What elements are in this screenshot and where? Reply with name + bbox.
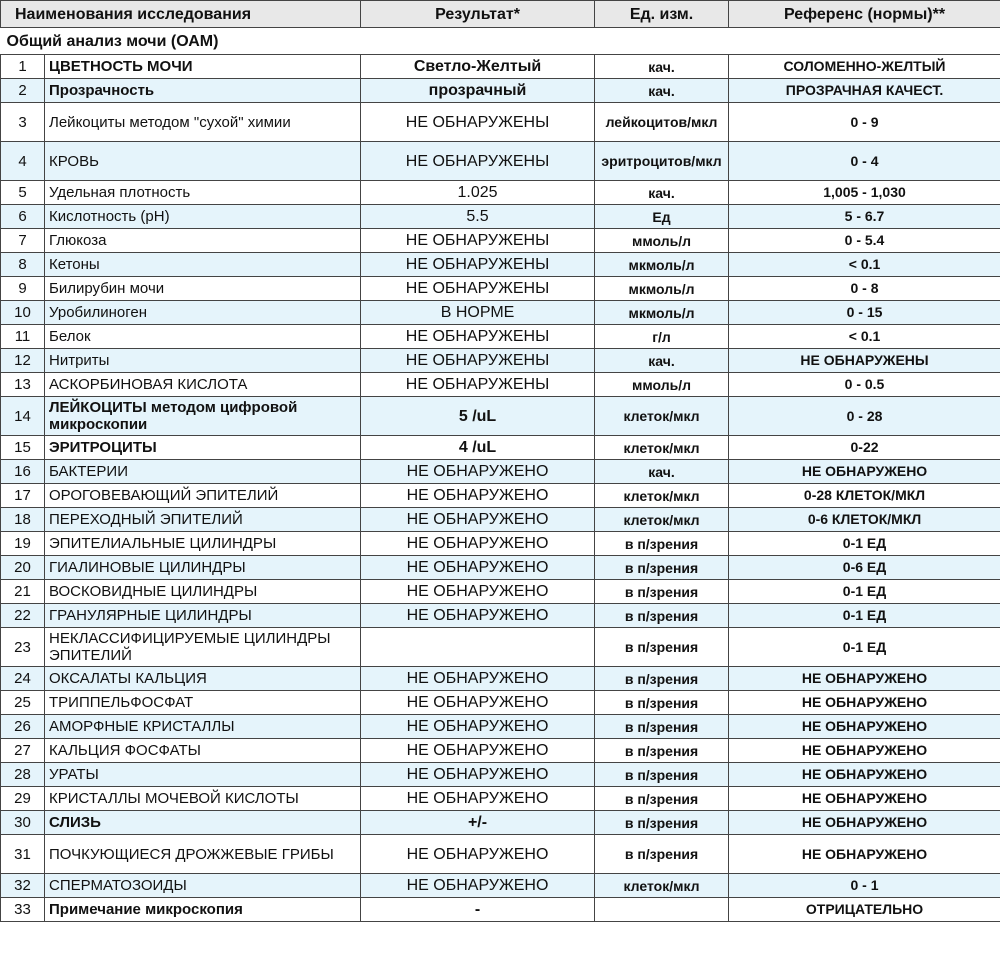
table-row	[1, 787, 1000, 811]
row-unit: в п/зрения	[595, 580, 729, 604]
row-name: ЛЕЙКОЦИТЫ методом цифровой микроскопии	[45, 397, 361, 436]
row-result: 5.5	[361, 205, 595, 229]
row-name: НЕКЛАССИФИЦИРУЕМЫЕ ЦИЛИНДРЫ ЭПИТЕЛИЙ	[45, 628, 361, 667]
table-row	[1, 349, 1000, 373]
row-name: Кетоны	[45, 253, 361, 277]
row-result: Светло-Желтый	[361, 55, 595, 79]
row-unit: мкмоль/л	[595, 277, 729, 301]
row-result: НЕ ОБНАРУЖЕНО	[361, 460, 595, 484]
row-number: 22	[1, 604, 45, 628]
row-name: ТРИППЕЛЬФОСФАТ	[45, 691, 361, 715]
row-reference: 0 - 4	[729, 142, 1000, 181]
row-unit: в п/зрения	[595, 667, 729, 691]
row-result: НЕ ОБНАРУЖЕНЫ	[361, 229, 595, 253]
row-unit: кач.	[595, 349, 729, 373]
row-result: НЕ ОБНАРУЖЕНО	[361, 691, 595, 715]
row-reference: 0 - 8	[729, 277, 1000, 301]
table-header	[1, 1, 1000, 28]
row-result: НЕ ОБНАРУЖЕНО	[361, 763, 595, 787]
table-row	[1, 532, 1000, 556]
row-reference: 0 - 5.4	[729, 229, 1000, 253]
row-name: ВОСКОВИДНЫЕ ЦИЛИНДРЫ	[45, 580, 361, 604]
row-number: 11	[1, 325, 45, 349]
row-result: НЕ ОБНАРУЖЕНО	[361, 835, 595, 874]
table-row	[1, 55, 1000, 79]
row-name: БАКТЕРИИ	[45, 460, 361, 484]
table-row	[1, 763, 1000, 787]
table-row	[1, 739, 1000, 763]
row-reference: НЕ ОБНАРУЖЕНО	[729, 835, 1000, 874]
row-result: НЕ ОБНАРУЖЕНО	[361, 484, 595, 508]
table-row	[1, 277, 1000, 301]
table-row	[1, 508, 1000, 532]
table-row	[1, 628, 1000, 667]
row-result: -	[361, 898, 595, 922]
row-result: НЕ ОБНАРУЖЕНО	[361, 532, 595, 556]
row-result: прозрачный	[361, 79, 595, 103]
row-number: 33	[1, 898, 45, 922]
row-name: АМОРФНЫЕ КРИСТАЛЛЫ	[45, 715, 361, 739]
row-unit: клеток/мкл	[595, 874, 729, 898]
row-number: 29	[1, 787, 45, 811]
row-unit: клеток/мкл	[595, 484, 729, 508]
table-row	[1, 604, 1000, 628]
row-unit: мкмоль/л	[595, 253, 729, 277]
row-number: 17	[1, 484, 45, 508]
row-reference: 0 - 28	[729, 397, 1000, 436]
row-number: 31	[1, 835, 45, 874]
row-result: 4 /uL	[361, 436, 595, 460]
table-row	[1, 715, 1000, 739]
table-row	[1, 460, 1000, 484]
row-number: 14	[1, 397, 45, 436]
row-result: НЕ ОБНАРУЖЕНО	[361, 556, 595, 580]
row-unit: кач.	[595, 55, 729, 79]
table-row	[1, 373, 1000, 397]
row-reference: 0-1 ЕД	[729, 604, 1000, 628]
row-reference: СОЛОМЕННО-ЖЕЛТЫЙ	[729, 55, 1000, 79]
row-number: 9	[1, 277, 45, 301]
row-unit: в п/зрения	[595, 604, 729, 628]
row-unit: в п/зрения	[595, 763, 729, 787]
row-name: Кислотность (pH)	[45, 205, 361, 229]
row-unit: кач.	[595, 79, 729, 103]
row-name: ОКСАЛАТЫ КАЛЬЦИЯ	[45, 667, 361, 691]
table-row	[1, 205, 1000, 229]
row-number: 18	[1, 508, 45, 532]
row-unit: ммоль/л	[595, 373, 729, 397]
row-result: НЕ ОБНАРУЖЕНО	[361, 787, 595, 811]
table-row	[1, 229, 1000, 253]
section-row	[1, 28, 1000, 55]
row-name: Глюкоза	[45, 229, 361, 253]
row-number: 12	[1, 349, 45, 373]
row-unit: кач.	[595, 181, 729, 205]
row-result: НЕ ОБНАРУЖЕНО	[361, 604, 595, 628]
row-name: СПЕРМАТОЗОИДЫ	[45, 874, 361, 898]
row-name: КРОВЬ	[45, 142, 361, 181]
row-name: Лейкоциты методом "сухой" химии	[45, 103, 361, 142]
row-reference: 0-1 ЕД	[729, 532, 1000, 556]
table-row	[1, 898, 1000, 922]
row-number: 10	[1, 301, 45, 325]
row-reference: 0-22	[729, 436, 1000, 460]
row-result: НЕ ОБНАРУЖЕНО	[361, 715, 595, 739]
row-result: +/-	[361, 811, 595, 835]
row-number: 13	[1, 373, 45, 397]
row-unit: в п/зрения	[595, 628, 729, 667]
header-result: Результат*	[361, 1, 595, 28]
row-reference: ПРОЗРАЧНАЯ КАЧЕСТ.	[729, 79, 1000, 103]
row-reference: НЕ ОБНАРУЖЕНО	[729, 691, 1000, 715]
row-name: ПОЧКУЮЩИЕСЯ ДРОЖЖЕВЫЕ ГРИБЫ	[45, 835, 361, 874]
row-unit: клеток/мкл	[595, 397, 729, 436]
row-reference: 0 - 0.5	[729, 373, 1000, 397]
row-reference: 0-1 ЕД	[729, 628, 1000, 667]
table-row	[1, 397, 1000, 436]
table-row	[1, 580, 1000, 604]
row-number: 32	[1, 874, 45, 898]
row-reference: 0-28 КЛЕТОК/МКЛ	[729, 484, 1000, 508]
row-name: ОРОГОВЕВАЮЩИЙ ЭПИТЕЛИЙ	[45, 484, 361, 508]
row-result: НЕ ОБНАРУЖЕНЫ	[361, 253, 595, 277]
row-number: 4	[1, 142, 45, 181]
row-unit: ммоль/л	[595, 229, 729, 253]
row-unit: в п/зрения	[595, 715, 729, 739]
row-name: СЛИЗЬ	[45, 811, 361, 835]
row-number: 2	[1, 79, 45, 103]
row-number: 5	[1, 181, 45, 205]
row-reference: 0-6 КЛЕТОК/МКЛ	[729, 508, 1000, 532]
row-reference: НЕ ОБНАРУЖЕНО	[729, 715, 1000, 739]
row-reference: НЕ ОБНАРУЖЕНЫ	[729, 349, 1000, 373]
row-result: НЕ ОБНАРУЖЕНО	[361, 508, 595, 532]
row-reference: ОТРИЦАТЕЛЬНО	[729, 898, 1000, 922]
table-row	[1, 874, 1000, 898]
row-name: КАЛЬЦИЯ ФОСФАТЫ	[45, 739, 361, 763]
table-row	[1, 811, 1000, 835]
row-reference: НЕ ОБНАРУЖЕНО	[729, 763, 1000, 787]
row-number: 25	[1, 691, 45, 715]
row-reference: < 0.1	[729, 253, 1000, 277]
row-name: Нитриты	[45, 349, 361, 373]
row-reference: НЕ ОБНАРУЖЕНО	[729, 460, 1000, 484]
row-name: АСКОРБИНОВАЯ КИСЛОТА	[45, 373, 361, 397]
row-unit: Ед	[595, 205, 729, 229]
row-name: ЦВЕТНОСТЬ МОЧИ	[45, 55, 361, 79]
row-result: НЕ ОБНАРУЖЕНО	[361, 874, 595, 898]
table-row	[1, 325, 1000, 349]
row-number: 28	[1, 763, 45, 787]
row-number: 16	[1, 460, 45, 484]
header-name: Наименования исследования	[1, 1, 361, 28]
table-row	[1, 79, 1000, 103]
row-result: НЕ ОБНАРУЖЕНО	[361, 739, 595, 763]
row-name: ПЕРЕХОДНЫЙ ЭПИТЕЛИЙ	[45, 508, 361, 532]
row-unit: в п/зрения	[595, 787, 729, 811]
table-row	[1, 436, 1000, 460]
table-row	[1, 301, 1000, 325]
row-reference: 0 - 1	[729, 874, 1000, 898]
row-number: 19	[1, 532, 45, 556]
table-row	[1, 142, 1000, 181]
row-result: НЕ ОБНАРУЖЕНЫ	[361, 277, 595, 301]
table-row	[1, 181, 1000, 205]
row-result: НЕ ОБНАРУЖЕНЫ	[361, 103, 595, 142]
row-unit: в п/зрения	[595, 835, 729, 874]
row-name: ГИАЛИНОВЫЕ ЦИЛИНДРЫ	[45, 556, 361, 580]
row-unit: клеток/мкл	[595, 436, 729, 460]
row-number: 7	[1, 229, 45, 253]
row-number: 26	[1, 715, 45, 739]
row-name: ГРАНУЛЯРНЫЕ ЦИЛИНДРЫ	[45, 604, 361, 628]
row-reference: 1,005 - 1,030	[729, 181, 1000, 205]
row-number: 30	[1, 811, 45, 835]
row-result: НЕ ОБНАРУЖЕНО	[361, 667, 595, 691]
section-title: Общий анализ мочи (ОАМ)	[1, 28, 1000, 55]
row-unit	[595, 898, 729, 922]
row-number: 1	[1, 55, 45, 79]
row-unit: г/л	[595, 325, 729, 349]
row-reference: 0-1 ЕД	[729, 580, 1000, 604]
row-name: ЭПИТЕЛИАЛЬНЫЕ ЦИЛИНДРЫ	[45, 532, 361, 556]
row-name: ЭРИТРОЦИТЫ	[45, 436, 361, 460]
table-row	[1, 667, 1000, 691]
row-name: Белок	[45, 325, 361, 349]
row-number: 23	[1, 628, 45, 667]
table-row	[1, 556, 1000, 580]
row-number: 27	[1, 739, 45, 763]
row-result: НЕ ОБНАРУЖЕНО	[361, 580, 595, 604]
header-reference: Референс (нормы)**	[729, 1, 1000, 28]
row-result: 1.025	[361, 181, 595, 205]
row-name: Примечание микроскопия	[45, 898, 361, 922]
header-unit: Ед. изм.	[595, 1, 729, 28]
row-name: КРИСТАЛЛЫ МОЧЕВОЙ КИСЛОТЫ	[45, 787, 361, 811]
row-unit: эритроцитов/мкл	[595, 142, 729, 181]
row-reference: < 0.1	[729, 325, 1000, 349]
row-unit: в п/зрения	[595, 691, 729, 715]
row-number: 6	[1, 205, 45, 229]
row-reference: НЕ ОБНАРУЖЕНО	[729, 787, 1000, 811]
row-number: 20	[1, 556, 45, 580]
row-unit: в п/зрения	[595, 556, 729, 580]
table-row	[1, 484, 1000, 508]
row-name: Уробилиноген	[45, 301, 361, 325]
row-result: НЕ ОБНАРУЖЕНЫ	[361, 142, 595, 181]
table-row	[1, 835, 1000, 874]
row-unit: клеток/мкл	[595, 508, 729, 532]
row-result: НЕ ОБНАРУЖЕНЫ	[361, 325, 595, 349]
row-unit: мкмоль/л	[595, 301, 729, 325]
row-number: 21	[1, 580, 45, 604]
row-result: 5 /uL	[361, 397, 595, 436]
row-name: УРАТЫ	[45, 763, 361, 787]
row-number: 24	[1, 667, 45, 691]
row-result	[361, 628, 595, 667]
row-name: Билирубин мочи	[45, 277, 361, 301]
table-row	[1, 253, 1000, 277]
row-name: Прозрачность	[45, 79, 361, 103]
row-reference: НЕ ОБНАРУЖЕНО	[729, 667, 1000, 691]
row-reference: 0-6 ЕД	[729, 556, 1000, 580]
row-reference: НЕ ОБНАРУЖЕНО	[729, 739, 1000, 763]
row-unit: в п/зрения	[595, 811, 729, 835]
row-unit: в п/зрения	[595, 739, 729, 763]
table-row	[1, 103, 1000, 142]
row-result: НЕ ОБНАРУЖЕНЫ	[361, 373, 595, 397]
row-name: Удельная плотность	[45, 181, 361, 205]
row-unit: кач.	[595, 460, 729, 484]
table-row	[1, 691, 1000, 715]
row-number: 3	[1, 103, 45, 142]
row-result: НЕ ОБНАРУЖЕНЫ	[361, 349, 595, 373]
row-reference: НЕ ОБНАРУЖЕНО	[729, 811, 1000, 835]
row-reference: 0 - 15	[729, 301, 1000, 325]
row-result: В НОРМЕ	[361, 301, 595, 325]
row-number: 8	[1, 253, 45, 277]
row-unit: в п/зрения	[595, 532, 729, 556]
row-reference: 5 - 6.7	[729, 205, 1000, 229]
row-reference: 0 - 9	[729, 103, 1000, 142]
row-unit: лейкоцитов/мкл	[595, 103, 729, 142]
row-number: 15	[1, 436, 45, 460]
